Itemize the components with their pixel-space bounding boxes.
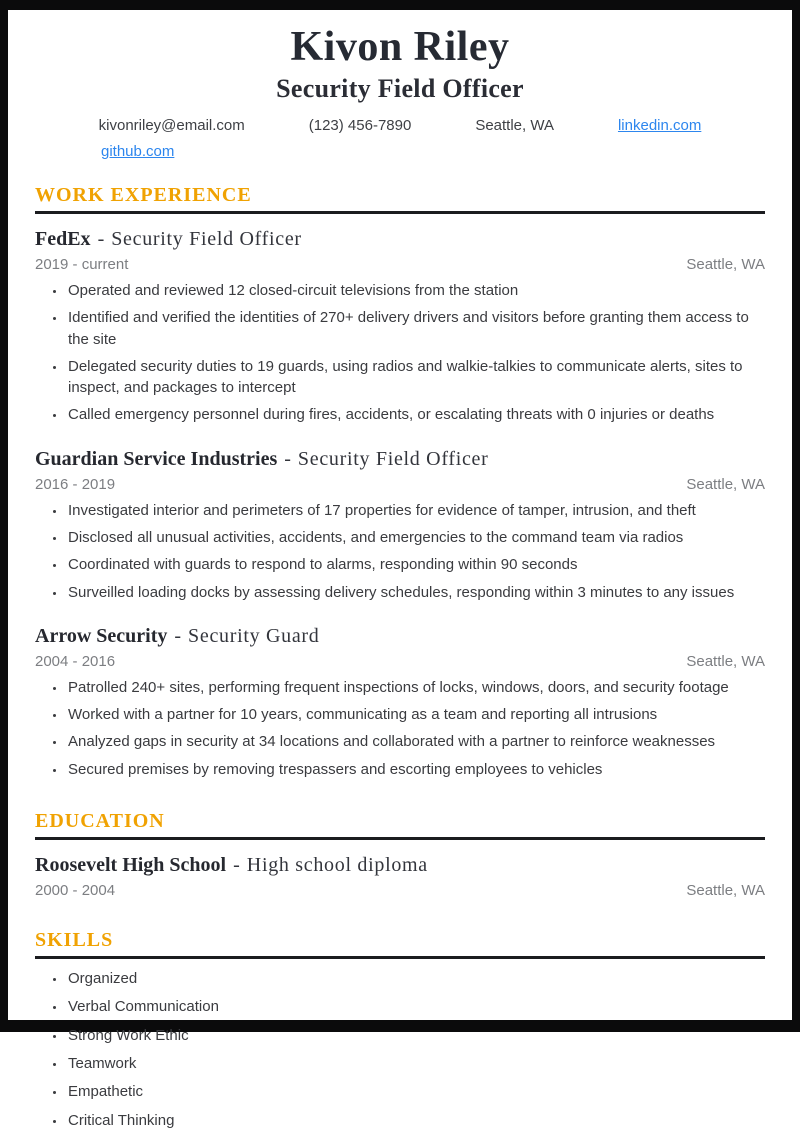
section-education [35,810,765,899]
linkedin-link[interactable]: linkedin.com [617,116,702,134]
bullet-item: • Called emergency personnel during fires, accidents, or escalating threats with 0 injuries or deaths [66,404,765,425]
bullet-item: • Worked with a partner for 10 years, communicating as a team and reporting all intrusions [66,704,765,725]
entry-separator: - [233,854,240,877]
entry-school: Roosevelt High School [35,854,227,877]
entry-meta [35,882,765,899]
entry-company: FedEx [35,227,91,250]
skill-item: • Verbal Communication [66,996,765,1017]
entry-bullet-list [35,500,765,603]
skill-item: • Teamwork [66,1053,765,1074]
entry-location: Seattle, WA [686,652,765,670]
contact-row-2 [35,143,765,160]
entry-dates: 2000 - 2004 [35,882,116,900]
entry-role: Security Guard [188,624,320,647]
entry-title [35,853,765,878]
entry-role: Security Field Officer [111,227,302,250]
skill-item: • Strong Work Ethic [66,1025,765,1046]
bullet-item: • Patrolled 240+ sites, performing frequent inspections of locks, windows, doors, and security footage [66,677,765,698]
contact-row [35,117,765,134]
contact-location: Seattle, WA [475,116,554,134]
bullet-item: • Secured premises by removing trespassers and escorting employees to vehicles [66,759,765,780]
entry-separator: - [97,227,105,250]
entry-title [35,624,765,649]
entry-meta [35,476,765,493]
entry-dates: 2019 - current [35,255,129,273]
entry-location: Seattle, WA [686,882,765,900]
resume-page [8,10,792,1129]
entry-separator: - [174,624,182,647]
work-entry-fedex [35,227,765,426]
bullet-item: • Surveilled loading docks by assessing delivery schedules, responding within 3 minutes to any issues [66,582,765,603]
bullet-item: • Operated and reviewed 12 closed-circuit televisions from the station [66,280,765,301]
skill-item: • Critical Thinking [66,1110,765,1131]
bullet-item: • Analyzed gaps in security at 34 locations and collaborated with a partner to reinforce weaknesses [66,731,765,752]
skills-list [35,968,765,1131]
section-work-experience [35,184,765,780]
work-entry-guardian [35,447,765,603]
entry-meta [35,653,765,670]
bullet-item: • Identified and verified the identities of 270+ delivery drivers and visitors before granting them access to the site [66,307,765,350]
candidate-name: Kivon Riley [290,24,510,70]
work-entry-arrow [35,624,765,780]
entry-location: Seattle, WA [686,475,765,493]
entry-location: Seattle, WA [686,255,765,273]
github-link[interactable]: github.com [101,142,175,160]
entry-role: Security Field Officer [297,447,489,470]
entry-company: Arrow Security [35,624,168,647]
entry-dates: 2004 - 2016 [35,652,116,670]
bullet-item: • Delegated security duties to 19 guards, using radios and walkie-talkies to communicate alerts, sites to inspect, and packages to intercept [66,356,765,399]
work-experience-heading: WORK EXPERIENCE [35,184,765,214]
skill-item: • Organized [66,968,765,989]
bullet-item: • Investigated interior and perimeters of 17 properties for evidence of tamper, intrusion, and theft [66,500,765,521]
skills-heading: SKILLS [35,929,765,959]
entry-bullet-list [35,280,765,426]
entry-degree: High school diploma [246,854,428,877]
entry-company: Guardian Service Industries [35,447,278,470]
contact-phone: (123) 456-7890 [308,116,412,134]
entry-dates: 2016 - 2019 [35,475,116,493]
education-heading: EDUCATION [35,810,765,840]
entry-bullet-list [35,677,765,780]
bullet-item: • Coordinated with guards to respond to alarms, responding within 90 seconds [66,554,765,575]
contact-email: kivonriley@email.com [98,116,245,134]
section-skills [35,929,765,1131]
entry-separator: - [284,447,291,470]
skill-item: • Empathetic [66,1081,765,1102]
entry-title [35,447,765,472]
entry-title [35,227,765,252]
education-entry [35,853,765,899]
entry-meta [35,256,765,273]
bullet-item: • Disclosed all unusual activities, accidents, and emergencies to the command team via radios [66,527,765,548]
candidate-job-title: Security Field Officer [276,74,524,104]
